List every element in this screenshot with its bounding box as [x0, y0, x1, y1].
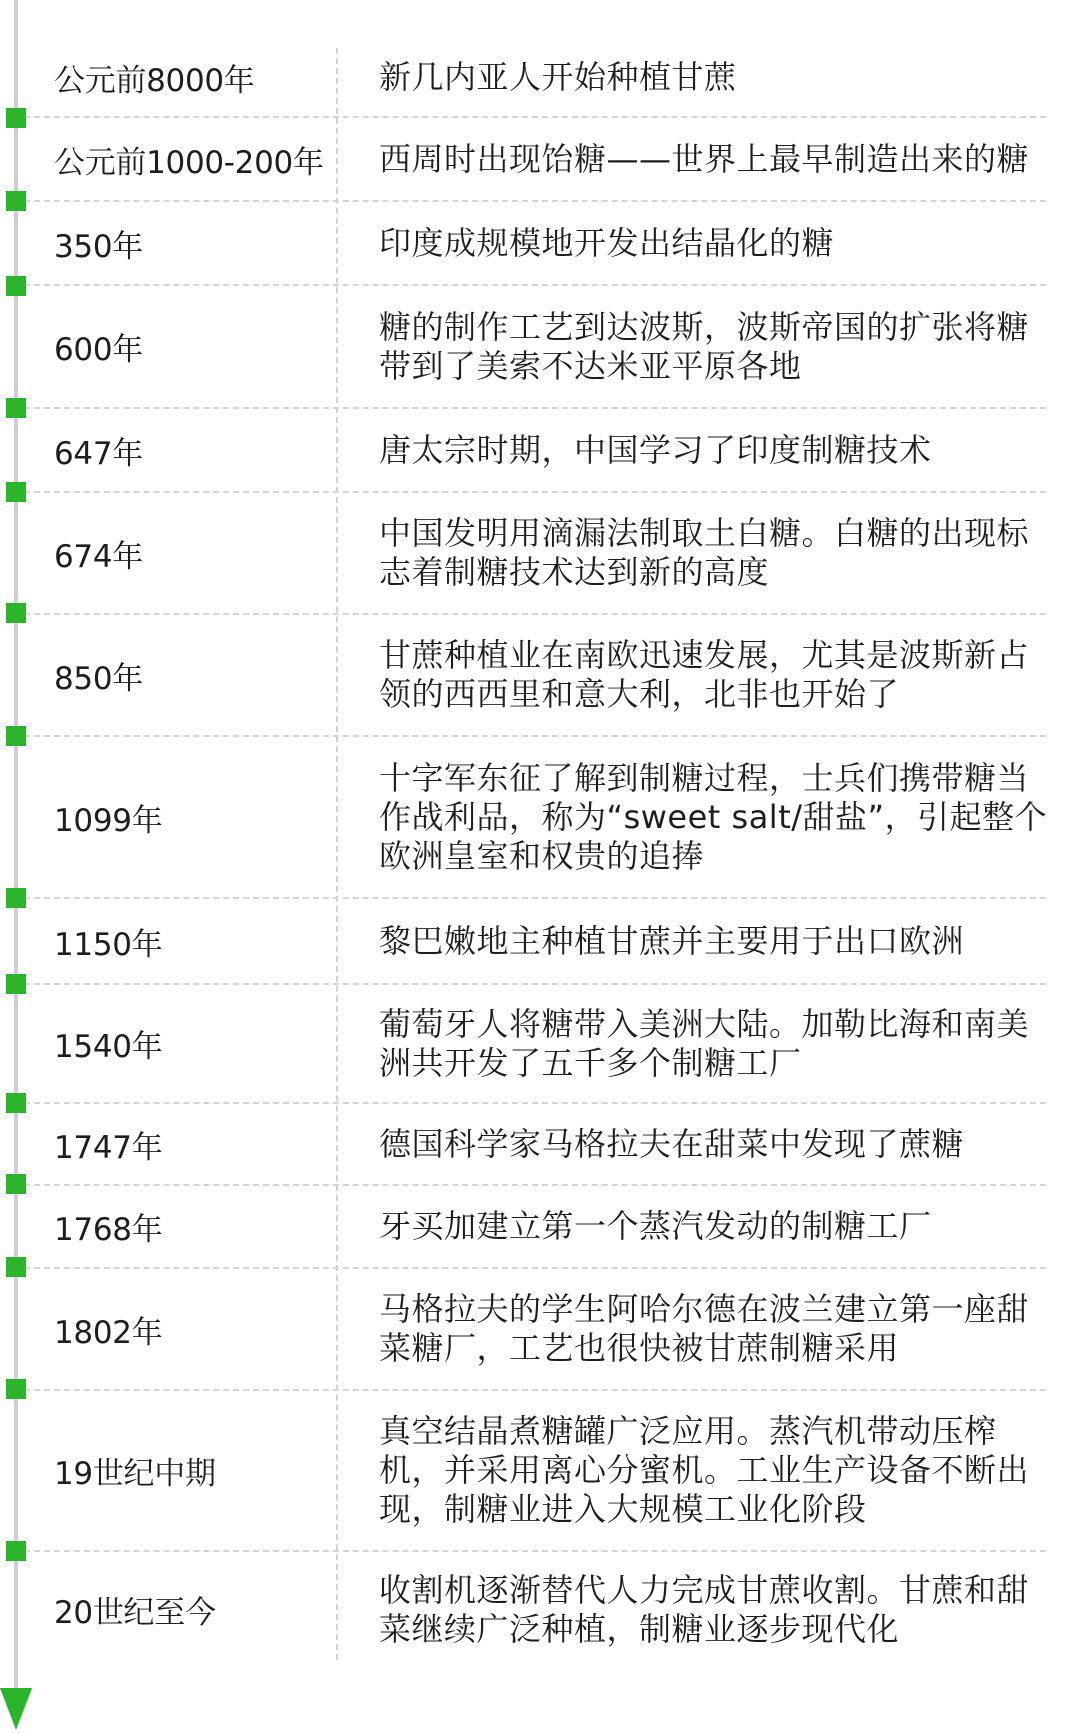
timeline-row: [0, 1186, 1080, 1267]
timeline-row: [0, 615, 1080, 735]
row-event: 马格拉夫的学生阿哈尔德在波兰建立第一座甜菜糖厂，工艺也很快被甘蔗制糖采用: [379, 1290, 1030, 1367]
timeline-row: [0, 737, 1080, 897]
row-year: 674年: [54, 538, 143, 575]
row-event: 真空结晶煮糖罐广泛应用。蒸汽机带动压榨机，并采用离心分蜜机。工业生产设备不断出现，制糖业进入大规模工业化阶段: [379, 1412, 1030, 1528]
row-event: 唐太宗时期，中国学习了印度制糖技术: [379, 430, 932, 469]
row-year: 1768年: [54, 1212, 163, 1248]
row-year: 20世纪至今: [54, 1595, 216, 1631]
timeline-arrow-down-icon: [0, 1688, 32, 1730]
row-event: 西周时出现饴糖——世界上最早制造出来的糖: [379, 139, 1030, 178]
row-year: 600年: [54, 332, 143, 368]
row-year: 1747年: [54, 1129, 163, 1166]
timeline-row: [0, 1104, 1080, 1184]
timeline-row: [0, 409, 1080, 491]
timeline-row: [0, 286, 1080, 407]
row-event: 德国科学家马格拉夫在甜菜中发现了蔗糖: [379, 1124, 965, 1163]
timeline-row: [0, 1269, 1080, 1389]
timeline-row: [0, 985, 1080, 1102]
row-event: 收割机逐渐替代人力完成甘蔗收割。甘蔗和甜菜继续广泛种植，制糖业逐步现代化: [379, 1570, 1030, 1648]
row-year: 350年: [54, 228, 143, 265]
row-event: 中国发明用滴漏法制取土白糖。白糖的出现标志着制糖技术达到新的高度: [379, 514, 1030, 591]
row-year: 公元前1000-200年: [54, 144, 324, 181]
row-event: 甘蔗种植业在南欧迅速发展，尤其是波斯新占领的西西里和意大利，北非也开始了: [379, 636, 1030, 713]
timeline-row: [0, 118, 1080, 200]
row-event: 新几内亚人开始种植甘蔗: [379, 57, 737, 96]
timeline-row: [0, 202, 1080, 284]
row-event: 糖的制作工艺到达波斯，波斯帝国的扩张将糖带到了美索不达米亚平原各地: [379, 307, 1030, 385]
row-event: 黎巴嫩地主种植甘蔗并主要用于出口欧洲: [379, 921, 965, 960]
timeline-row: [0, 899, 1080, 983]
row-year: 647年: [54, 435, 143, 472]
row-event: 牙买加建立第一个蒸汽发动的制糖工厂: [379, 1207, 932, 1245]
row-year: 1802年: [54, 1314, 163, 1351]
row-event: 印度成规模地开发出结晶化的糖: [379, 223, 835, 262]
row-year: 19世纪中期: [54, 1456, 216, 1492]
timeline-row: [0, 1552, 1080, 1667]
row-year: 1099年: [54, 802, 163, 839]
timeline-row: [0, 493, 1080, 613]
row-year: 1150年: [54, 926, 163, 963]
row-year: 850年: [54, 660, 143, 697]
timeline-row: [0, 1391, 1080, 1550]
row-year: 1540年: [54, 1029, 163, 1065]
row-year: 公元前8000年: [54, 62, 255, 99]
timeline-row: [0, 38, 1080, 116]
row-event: 十字军东征了解到制糖过程，士兵们携带糖当作战利品，称为“sweet salt/甜盐”，引起整个欧洲皇室和权贵的追捧: [379, 758, 1048, 875]
row-event: 葡萄牙人将糖带入美洲大陆。加勒比海和南美洲共开发了五千多个制糖工厂: [379, 1004, 1030, 1082]
